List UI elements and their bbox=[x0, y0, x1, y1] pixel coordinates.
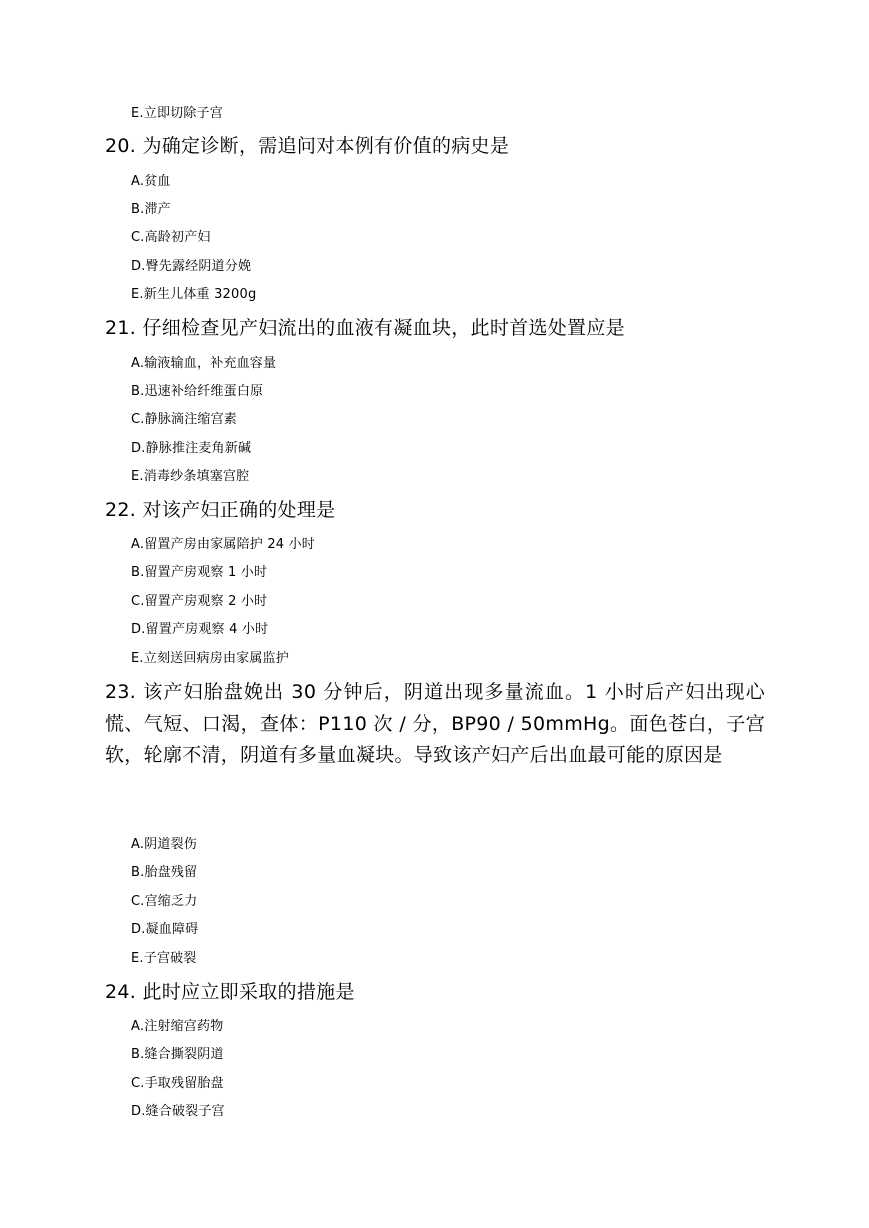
q23-option-e: E.子宫破裂 bbox=[131, 951, 197, 966]
q21-option-b: B.迅速补给纤维蛋白原 bbox=[131, 384, 264, 399]
q24-option-d: D.缝合破裂子宫 bbox=[131, 1104, 225, 1119]
q20-option-b: B.滞产 bbox=[131, 202, 171, 217]
q24-option-b: B.缝合撕裂阴道 bbox=[131, 1047, 224, 1062]
question-21: 21. 仔细检查见产妇流出的血液有凝血块，此时首选处置应是 bbox=[105, 317, 625, 339]
question-23: 23. 该产妇胎盘娩出 30 分钟后，阴道出现多量流血。1 小时后产妇出现心慌、气短、口渴，查体：P110 次 / 分，BP90 / 50mmHg。面色苍白，子宫软，轮廓不清，阴道有多量血凝块。导致该产妇产后出血最可能的原因是 bbox=[105, 681, 765, 766]
option-e-prev: E.立即切除子宫 bbox=[131, 106, 223, 121]
question-22: 22. 对该产妇正确的处理是 bbox=[105, 499, 336, 521]
q22-option-a: A.留置产房由家属陪护 24 小时 bbox=[131, 537, 316, 552]
q20-option-d: D.臀先露经阴道分娩 bbox=[131, 259, 252, 274]
q22-option-b: B.留置产房观察 1 小时 bbox=[131, 565, 268, 580]
q21-option-d: D.静脉推注麦角新碱 bbox=[131, 441, 252, 456]
q23-option-d: D.凝血障碍 bbox=[131, 922, 199, 937]
q21-option-a: A.输液输血，补充血容量 bbox=[131, 356, 277, 371]
q21-option-c: C.静脉滴注缩宫素 bbox=[131, 412, 238, 427]
q24-option-c: C.手取残留胎盘 bbox=[131, 1076, 224, 1091]
q24-option-a: A.注射缩宫药物 bbox=[131, 1019, 224, 1034]
q20-option-c: C.高龄初产妇 bbox=[131, 230, 211, 245]
question-24: 24. 此时应立即采取的措施是 bbox=[105, 981, 355, 1003]
question-20: 20. 为确定诊断，需追问对本例有价值的病史是 bbox=[105, 135, 510, 157]
q23-option-b: B.胎盘残留 bbox=[131, 865, 198, 880]
q23-option-a: A.阴道裂伤 bbox=[131, 837, 197, 852]
q23-option-c: C.宫缩乏力 bbox=[131, 894, 198, 909]
q22-option-d: D.留置产房观察 4 小时 bbox=[131, 622, 269, 637]
q22-option-c: C.留置产房观察 2 小时 bbox=[131, 594, 268, 609]
q22-option-e: E.立刻送回病房由家属监护 bbox=[131, 651, 289, 666]
q21-option-e: E.消毒纱条填塞宫腔 bbox=[131, 469, 250, 484]
q20-option-a: A.贫血 bbox=[131, 174, 171, 189]
q20-option-e: E.新生儿体重 3200g bbox=[131, 287, 257, 302]
